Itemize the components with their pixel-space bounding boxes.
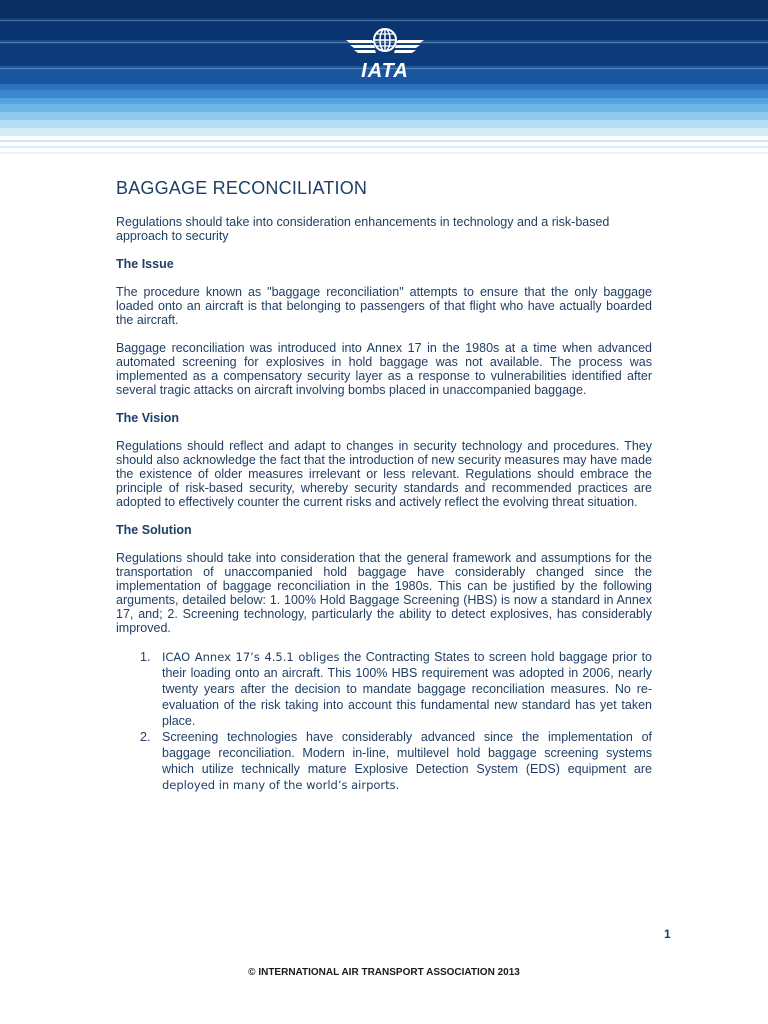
page-title: BAGGAGE RECONCILIATION xyxy=(116,178,368,198)
list-number: 2. xyxy=(140,730,151,744)
list-tail: deployed in many of the world’s airports. xyxy=(162,778,400,792)
iata-logo xyxy=(344,26,426,86)
section-heading-issue: The Issue xyxy=(116,257,174,271)
issue-paragraph-2: Baggage reconciliation was introduced into Annex 17 in the 1980s at a time when advanced automated screening for explosives in hold baggage was not available. The process was implemented as a compensatory security layer as a response to vulnerabilities identified after several tragic attacks on aircraft involving bombs placed in unaccompanied baggage. xyxy=(116,341,652,397)
list-reference: ICAO Annex 17’s 4.5.1 obliges xyxy=(162,650,340,664)
list-number: 1. xyxy=(140,650,151,664)
header-banner xyxy=(0,0,768,160)
intro-paragraph: Regulations should take into consideration enhancements in technology and a risk-based approach to security xyxy=(116,215,610,243)
list-item xyxy=(116,729,652,793)
list-text: Screening technologies have considerably advanced since the implementation of baggage reconciliation. Modern in-line, multilevel hold baggage screening systems which utilize technically mature Explosive Detection System (EDS) equipment are xyxy=(162,730,652,776)
issue-paragraph-1: The procedure known as "baggage reconciliation" attempts to ensure that the only baggage loaded onto an aircraft is that belonging to passengers of that flight who have actually boarded the aircraft. xyxy=(116,285,652,327)
document-body xyxy=(116,178,652,793)
list-text: the Contracting States to screen hold baggage prior to their loading onto an aircraft. This 100% HBS requirement was adopted in 2006, nearly twenty years after the decision to mandate baggage reconciliation measures. No re-evaluation of the risk taking into account this fundamental new standard has yet taken place. xyxy=(162,650,652,728)
logo-wordmark: IATA xyxy=(361,60,409,82)
section-heading-vision: The Vision xyxy=(116,411,179,425)
globe-wings-icon xyxy=(344,26,426,62)
solution-paragraph: Regulations should take into consideration that the general framework and assumptions for the transportation of unaccompanied hold baggage have considerably changed since the implementation of baggage reconciliation in the 1980s. This can be justified by the following arguments, detailed below: 1. 100% Hold Baggage Screening (HBS) is now a standard in Annex 17, and; 2. Screening technology, particularly the ability to detect explosives, has considerably improved. xyxy=(116,551,652,635)
arguments-list xyxy=(116,649,652,793)
page-number: 1 xyxy=(664,927,671,941)
list-item xyxy=(116,649,652,729)
copyright-footer: © INTERNATIONAL AIR TRANSPORT ASSOCIATION 2013 xyxy=(248,967,520,978)
section-heading-solution: The Solution xyxy=(116,523,192,537)
vision-paragraph: Regulations should reflect and adapt to changes in security technology and procedures. They should also acknowledge the fact that the introduction of new security measures may have made the existence of older measures irrelevant or less relevant. Regulations should embrace the principle of risk-based security, whereby security standards and recommended practices are adopted to effectively counter the current risks and actively reflect the evolving threat situation. xyxy=(116,439,652,509)
